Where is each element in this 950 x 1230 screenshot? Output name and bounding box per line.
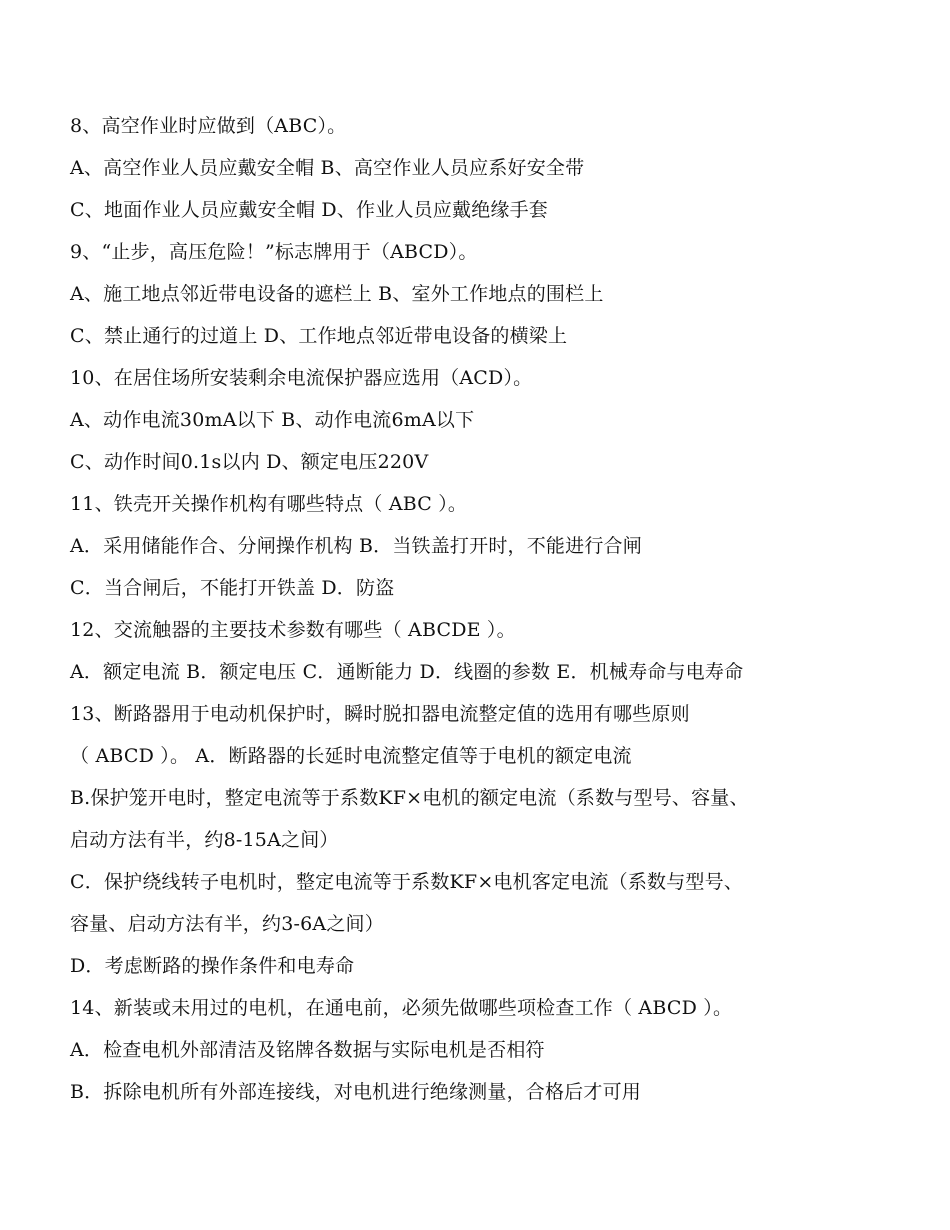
question-13-option-b-cont: 启动方法有半，约8-15A之间） [70, 829, 339, 851]
question-11-options-cd: C．当合闸后，不能打开铁盖 D．防盗 [70, 577, 395, 599]
question-9-options-cd: C、禁止通行的过道上 D、工作地点邻近带电设备的横梁上 [70, 325, 568, 347]
question-14-option-a: A．检查电机外部清洁及铭牌各数据与实际电机是否相符 [70, 1039, 545, 1061]
question-10: 10、在居住场所安装剩余电流保护器应选用（ACD）。 [70, 367, 533, 389]
question-14: 14、新装或未用过的电机，在通电前，必须先做哪些项检查工作（ ABCD ）。 [70, 997, 733, 1019]
question-11: 11、铁壳开关操作机构有哪些特点（ ABC ）。 [70, 493, 468, 515]
question-13-option-c-cont: 容量、启动方法有半，约3-6A之间） [70, 913, 384, 935]
question-9: 9、“止步，高压危险！”标志牌用于（ABCD）。 [70, 241, 478, 263]
question-13-option-d: D．考虑断路的操作条件和电寿命 [70, 955, 355, 977]
question-13: 13、断路器用于电动机保护时，瞬时脱扣器电流整定值的选用有哪些原则 [70, 703, 690, 725]
question-13-option-a: （ ABCD ）。 A．断路器的长延时电流整定值等于电机的额定电流 [70, 745, 632, 767]
question-10-options-cd: C、动作时间0.1s以内 D、额定电压220V [70, 451, 429, 473]
question-9-options-ab: A、施工地点邻近带电设备的遮栏上 B、室外工作地点的围栏上 [70, 283, 604, 305]
question-11-options-ab: A．采用储能作合、分闸操作机构 B．当铁盖打开时，不能进行合闸 [70, 535, 642, 557]
question-8: 8、高空作业时应做到（ABC）。 [70, 115, 347, 137]
question-13-option-b: B.保护笼开电时，整定电流等于系数KF×电机的额定电流（系数与型号、容量、 [70, 787, 749, 809]
question-13-option-c: C．保护绕线转子电机时，整定电流等于系数KF×电机客定电流（系数与型号、 [70, 871, 744, 893]
question-8-options-cd: C、地面作业人员应戴安全帽 D、作业人员应戴绝缘手套 [70, 199, 549, 221]
question-12-options: A．额定电流 B．额定电压 C．通断能力 D．线圈的参数 E．机械寿命与电寿命 [70, 661, 744, 683]
question-8-options-ab: A、高空作业人员应戴安全帽 B、高空作业人员应系好安全带 [70, 157, 585, 179]
question-10-options-ab: A、动作电流30mA以下 B、动作电流6mA以下 [70, 409, 475, 431]
question-14-option-b: B．拆除电机所有外部连接线，对电机进行绝缘测量，合格后才可用 [70, 1081, 641, 1103]
document-body [70, 105, 890, 1113]
question-12: 12、交流触器的主要技术参数有哪些（ ABCDE ）。 [70, 619, 516, 641]
